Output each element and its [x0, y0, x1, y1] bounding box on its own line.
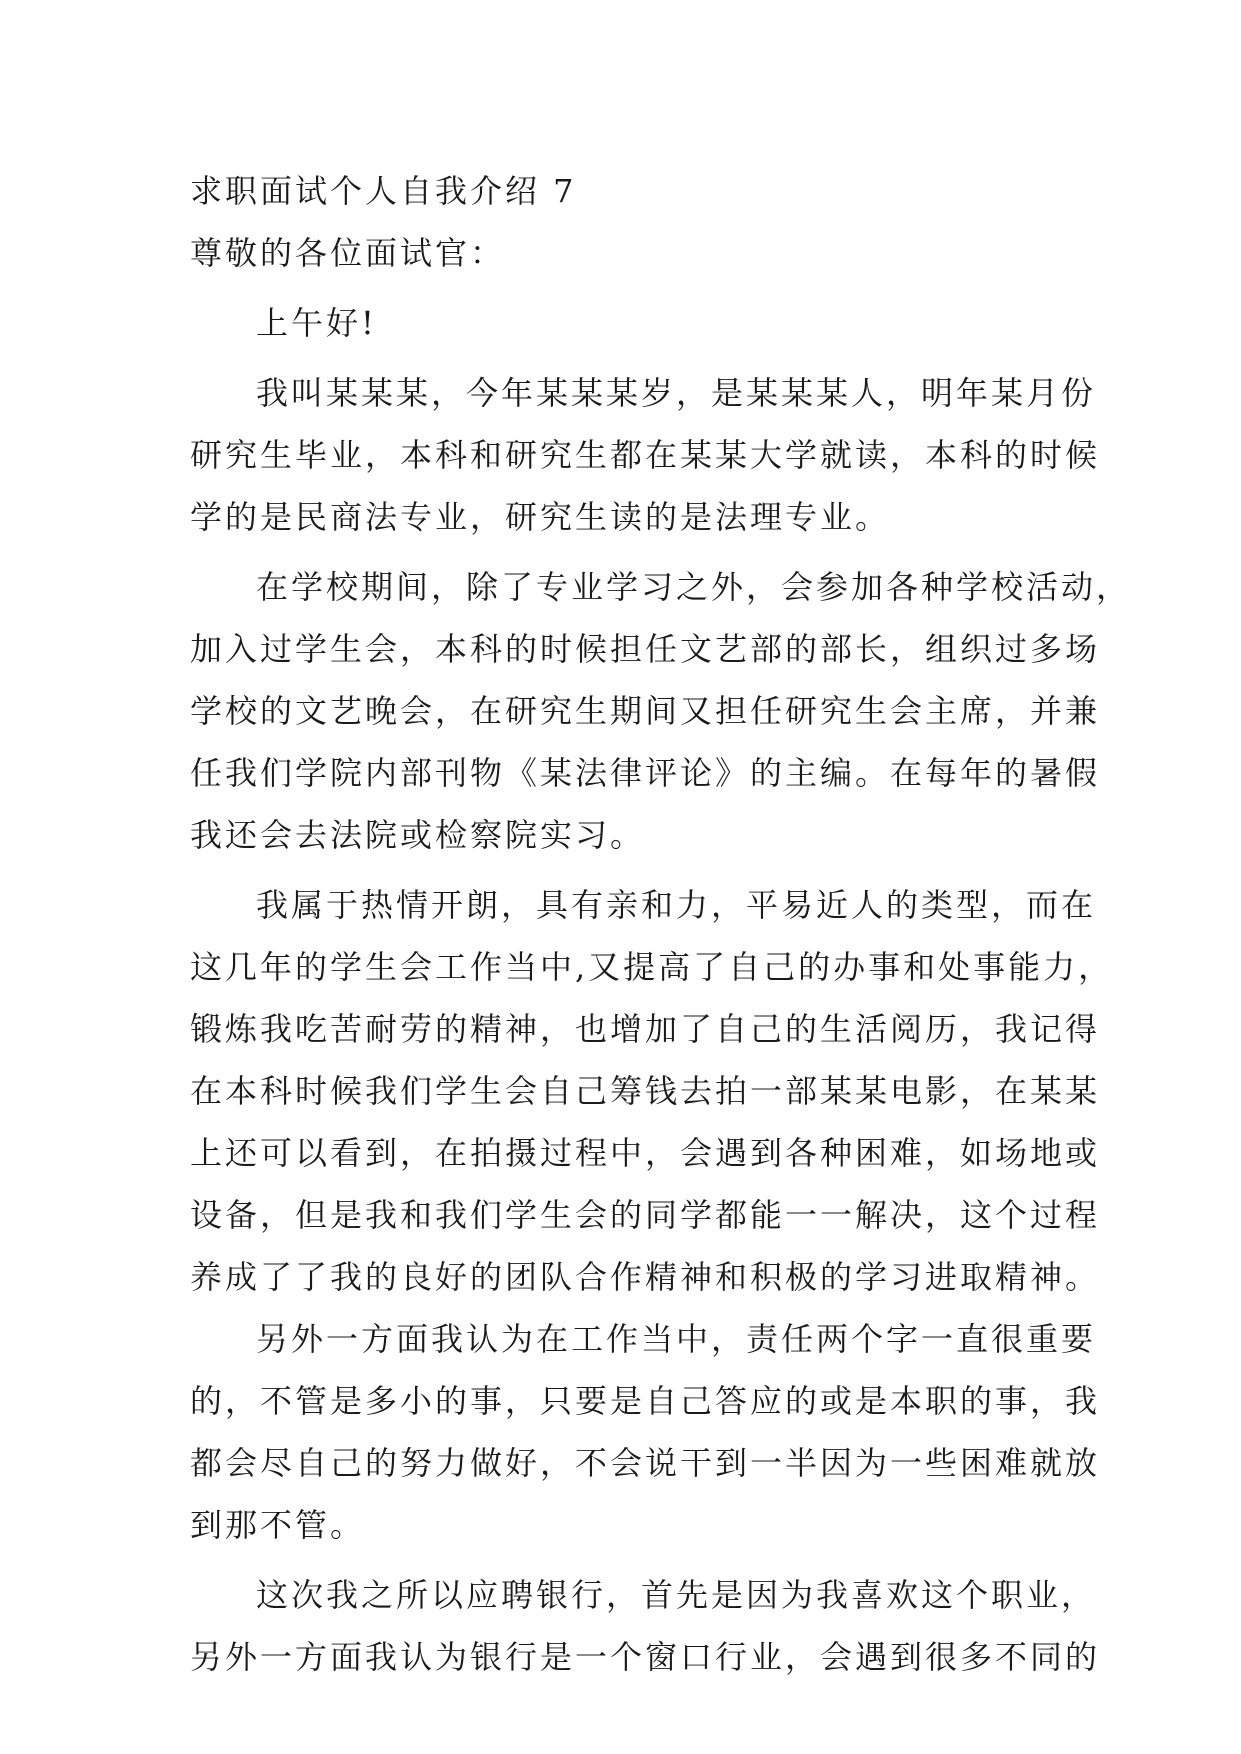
paragraph-line: 另外一方面我认为银行是一个窗口行业，会遇到很多不同的 [190, 1638, 1101, 1676]
paragraph-line: 上午好! [256, 304, 377, 342]
paragraph-line: 都会尽自己的努力做好，不会说干到一半因为一些困难就放 [190, 1444, 1101, 1482]
document-body [190, 160, 1132, 1688]
paragraph-line: 加入过学生会，本科的时候担任文艺部的部长，组织过多场 [190, 630, 1101, 668]
paragraph [190, 1564, 1101, 1688]
paragraph [190, 362, 1101, 548]
paragraph [190, 556, 1132, 866]
paragraph-line: 另外一方面我认为在工作当中，责任两个字一直很重要 [256, 1320, 1097, 1358]
document-title: 求职面试个人自我介绍 7 [190, 172, 577, 210]
paragraph-line: 的，不管是多小的事，只要是自己答应的或是本职的事，我 [190, 1382, 1101, 1420]
paragraph-line: 在学校期间，除了专业学习之外，会参加各种学校活动， [256, 568, 1132, 606]
paragraph-line: 到那不管。 [190, 1506, 366, 1544]
paragraph-line: 在本科时候我们学生会自己筹钱去拍一部某某电影，在某某 [190, 1072, 1101, 1110]
paragraph [190, 874, 1114, 1308]
paragraph-line: 锻炼我吃苦耐劳的精神，也增加了自己的生活阅历，我记得 [190, 1010, 1101, 1048]
paragraph-line: 学的是民商法专业，研究生读的是法理专业。 [190, 498, 891, 536]
paragraph-line: 上还可以看到，在拍摄过程中，会遇到各种困难，如场地或 [190, 1134, 1101, 1172]
paragraph-line: 设备，但是我和我们学生会的同学都能一一解决，这个过程 [190, 1196, 1101, 1234]
paragraph-line: 任我们学院内部刊物《某法律评论》的主编。在每年的暑假 [190, 754, 1101, 792]
paragraph-line: 学校的文艺晚会，在研究生期间又担任研究生会主席，并兼 [190, 692, 1101, 730]
salutation: 尊敬的各位面试官： [190, 234, 506, 272]
paragraph-line: 我属于热情开朗，具有亲和力，平易近人的类型，而在 [256, 886, 1097, 924]
paragraph-line: 养成了了我的良好的团队合作精神和积极的学习进取精神。 [190, 1258, 1101, 1296]
paragraph-line: 这几年的学生会工作当中,又提高了自己的办事和处事能力， [190, 948, 1114, 986]
paragraph-line: 这次我之所以应聘银行，首先是因为我喜欢这个职业， [256, 1576, 1097, 1614]
paragraph [190, 292, 1070, 354]
paragraph-line: 我叫某某某，今年某某某岁，是某某某人，明年某月份 [256, 374, 1097, 412]
paragraph-line: 研究生毕业，本科和研究生都在某某大学就读，本科的时候 [190, 436, 1101, 474]
paragraph-line: 我还会去法院或检察院实习。 [190, 816, 646, 854]
paragraph [190, 1308, 1101, 1556]
